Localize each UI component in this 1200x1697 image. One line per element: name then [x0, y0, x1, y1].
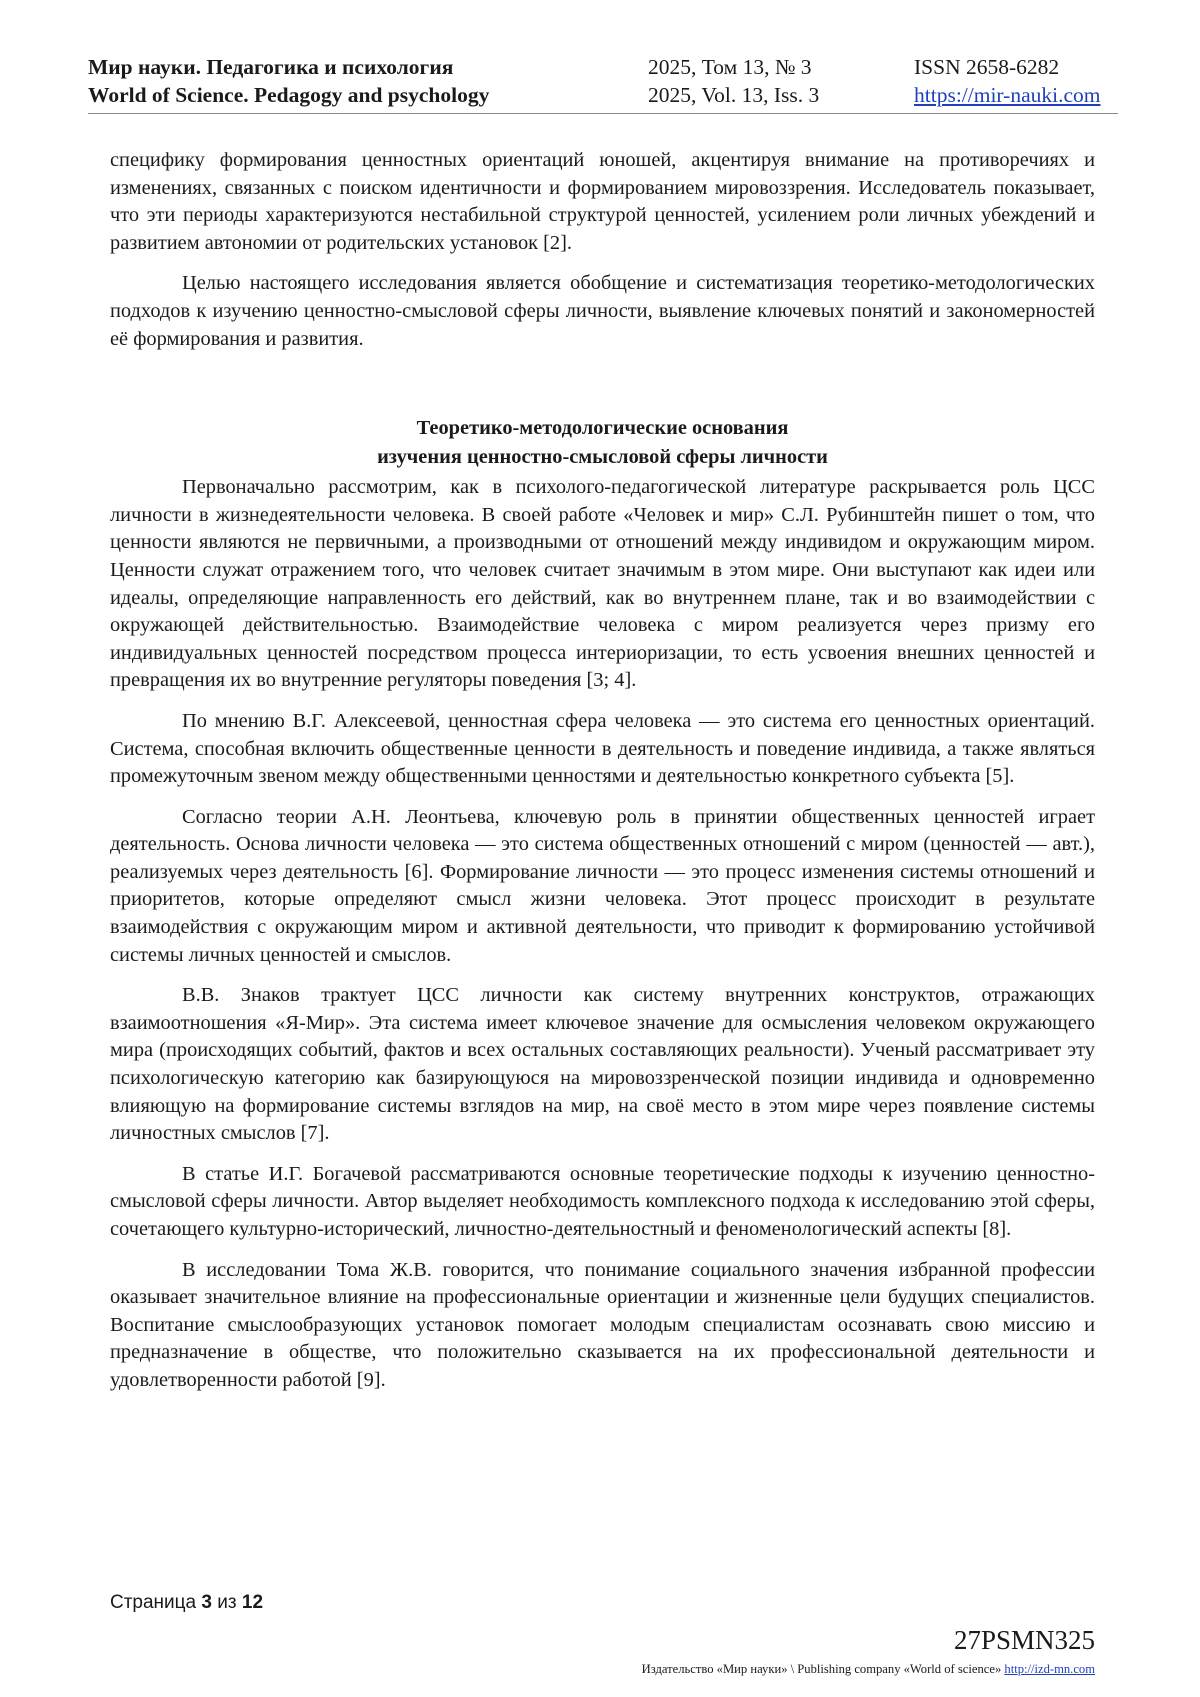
- section-gap: [110, 366, 1095, 414]
- page-header: [88, 53, 1118, 111]
- issn-block: [914, 53, 1100, 109]
- page-separator: из: [217, 1592, 237, 1613]
- section-title-line-2: изучения ценностно-смысловой сферы личности: [377, 446, 828, 469]
- article-body: [110, 147, 1095, 1408]
- paragraph-8: В исследовании Тома Ж.В. говорится, что понимание социального значения избранной профессии оказывает значительное влияние на профессиональные ориентации и жизненные цели будущих специалистов. Воспитание смыслообразующих установок помогает молодым специалистам осознавать свою миссию и предназначение в обществе, что положительно сказывается на их профессиональной деятельности и удовлетворенности работой [9].: [110, 1258, 1095, 1391]
- page-counter: [110, 1592, 263, 1614]
- journal-site-link[interactable]: https://mir-nauki.com: [914, 83, 1101, 107]
- page-total: 12: [241, 1592, 264, 1613]
- section-title: [110, 414, 1095, 472]
- publisher-text: Издательство «Мир науки» \ Publishing company «World of science»: [641, 1662, 1002, 1676]
- issue-info-ru: 2025, Том 13, № 3: [648, 55, 812, 79]
- issue-info-en: 2025, Vol. 13, Iss. 3: [648, 83, 820, 107]
- paragraph-1: специфику формирования ценностных ориентаций юношей, акцентируя внимание на противоречиях и изменениях, связанных с поиском идентичности и формированием мировоззрения. Исследователь показывает, что эти периоды характеризуются нестабильной структурой ценностей, усилением роли личных убеждений и развитием автономии от родительских установок [2].: [110, 149, 1095, 254]
- publisher-link[interactable]: http://izd-mn.com: [1004, 1662, 1095, 1676]
- paragraph-6: В.В. Знаков трактует ЦСС личности как систему внутренних конструктов, отражающих взаимоотношения «Я-Мир». Эта система имеет ключевое значение для осмысления человеком окружающего мира (происходящих событий, фактов и всех остальных составляющих реальности). Ученый рассматривает эту психологическую категорию как базирующуюся на мировоззренческой позиции индивида и одновременно влияющую на формирование системы взглядов на мир, на своё место в этом мире через появление системы личностных смыслов [7].: [110, 984, 1095, 1145]
- page-current: 3: [201, 1592, 212, 1613]
- paragraph-2: Целью настоящего исследования является обобщение и систематизация теоретико-методологических подходов к изучению ценностно-смысловой сферы личности, выявление ключевых понятий и закономерностей её формирования и развития.: [110, 272, 1095, 350]
- article-code: 27PSMN325: [953, 1625, 1095, 1655]
- issn: ISSN 2658-6282: [914, 55, 1060, 79]
- publisher-line: [642, 1662, 1095, 1677]
- section-title-line-1: Теоретико-методологические основания: [416, 417, 789, 440]
- paragraph-5: Согласно теории А.Н. Леонтьева, ключевую роль в принятии общественных ценностей играет деятельность. Основа личности человека — это система общественных отношений с миром (ценностей — авт.), реализуемых через деятельность [6]. Формирование личности — это процесс изменения системы отношений и приоритетов, которые определяют смысл жизни человека. Этот процесс происходит в результате взаимодействия с окружающим миром и активной деятельности, что приводит к формированию устойчивой системы личных ценностей и смыслов.: [110, 805, 1095, 966]
- paragraph-3: Первоначально рассмотрим, как в психолого-педагогической литературе раскрывается роль ЦСС личности в жизнедеятельности человека. В своей работе «Человек и мир» С.Л. Рубинштейн пишет о том, что ценности являются не первичными, а производными от отношений между индивидом и окружающим миром. Ценности служат отражением того, что человек считает значимым в этом мире. Они выступают как идеи или идеалы, определяющие направленность его действий, как во внутреннем плане, так и во взаимодействии с окружающей действительностью. Взаимодействие человека с миром реализуется через призму его индивидуальных ценностей посредством процесса интериоризации, то есть усвоения внешних ценностей и превращения их во внутренние регуляторы поведения [3; 4].: [110, 476, 1095, 692]
- paragraph-7: В статье И.Г. Богачевой рассматриваются основные теоретические подходы к изучению ценностно-смысловой сферы личности. Автор выделяет необходимость комплексного подхода к исследованию этой сферы, сочетающего культурно-исторический, личностно-деятельностный и феноменологический аспекты [8].: [110, 1162, 1095, 1240]
- page-prefix: Страница: [110, 1592, 197, 1613]
- issue-info: [648, 53, 819, 109]
- header-divider: [88, 113, 1118, 114]
- paragraph-4: По мнению В.Г. Алексеевой, ценностная сфера человека — это система его ценностных ориентаций. Система, способная включить общественные ценности в деятельность и поведение индивида, а также являться промежуточным звеном между общественными ценностями и деятельностью конкретного субъекта [5].: [110, 709, 1095, 788]
- journal-title: [88, 53, 489, 109]
- journal-title-ru: Мир науки. Педагогика и психология: [88, 55, 454, 79]
- journal-title-en: World of Science. Pedagogy and psychology: [88, 83, 490, 107]
